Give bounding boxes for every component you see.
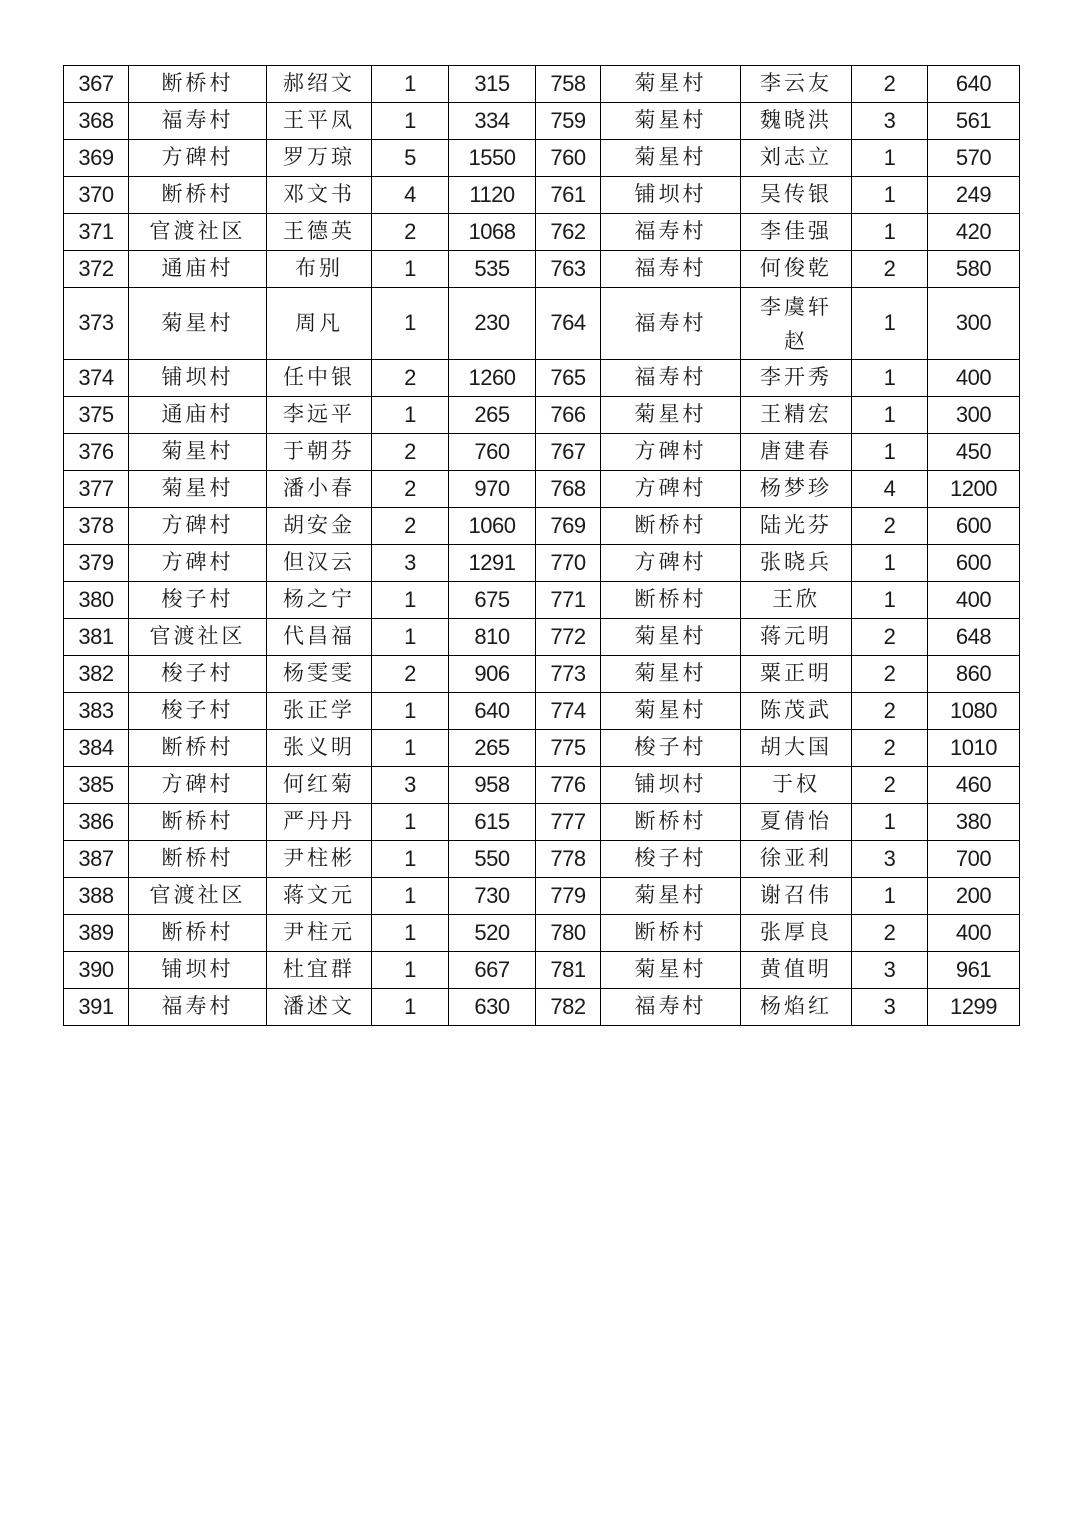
amount-cell: 961 [928, 952, 1020, 989]
amount-cell: 580 [928, 251, 1020, 288]
row-number-cell: 760 [536, 140, 601, 177]
household-count-cell: 3 [372, 545, 449, 582]
amount-cell: 1010 [928, 730, 1020, 767]
table-row [64, 989, 1020, 1026]
village-cell: 断桥村 [601, 508, 741, 545]
row-number-cell: 771 [536, 582, 601, 619]
village-cell: 断桥村 [601, 582, 741, 619]
village-cell: 梭子村 [601, 730, 741, 767]
village-cell: 铺坝村 [129, 360, 267, 397]
village-cell: 福寿村 [601, 251, 741, 288]
roster-body [64, 66, 1020, 1026]
name-cell: 杨焰红 [741, 989, 852, 1026]
row-number-cell: 775 [536, 730, 601, 767]
village-cell: 断桥村 [129, 66, 267, 103]
village-cell: 通庙村 [129, 397, 267, 434]
village-cell: 梭子村 [129, 693, 267, 730]
name-cell: 夏倩怡 [741, 804, 852, 841]
table-row [64, 360, 1020, 397]
row-number-cell: 367 [64, 66, 129, 103]
village-cell: 断桥村 [601, 804, 741, 841]
village-cell: 断桥村 [129, 177, 267, 214]
amount-cell: 460 [928, 767, 1020, 804]
table-row [64, 693, 1020, 730]
household-count-cell: 2 [852, 730, 928, 767]
name-cell [741, 288, 852, 360]
household-count-cell: 1 [372, 66, 449, 103]
amount-cell: 200 [928, 878, 1020, 915]
amount-cell: 640 [928, 66, 1020, 103]
table-row [64, 841, 1020, 878]
row-number-cell: 369 [64, 140, 129, 177]
village-cell: 铺坝村 [601, 177, 741, 214]
village-cell: 方碑村 [601, 471, 741, 508]
name-cell: 王欣 [741, 582, 852, 619]
amount-cell: 265 [449, 730, 536, 767]
household-count-cell: 2 [852, 656, 928, 693]
village-cell: 菊星村 [601, 952, 741, 989]
household-count-cell: 1 [852, 397, 928, 434]
row-number-cell: 387 [64, 841, 129, 878]
amount-cell: 535 [449, 251, 536, 288]
amount-cell: 249 [928, 177, 1020, 214]
name-cell: 布别 [267, 251, 372, 288]
name-cell: 张义明 [267, 730, 372, 767]
row-number-cell: 383 [64, 693, 129, 730]
table-row [64, 508, 1020, 545]
amount-cell: 700 [928, 841, 1020, 878]
amount-cell: 675 [449, 582, 536, 619]
name-cell: 尹柱彬 [267, 841, 372, 878]
village-cell: 方碑村 [601, 434, 741, 471]
village-cell: 官渡社区 [129, 214, 267, 251]
village-cell: 断桥村 [129, 804, 267, 841]
name-cell: 李佳强 [741, 214, 852, 251]
household-count-cell: 1 [852, 140, 928, 177]
amount-cell: 1080 [928, 693, 1020, 730]
village-cell: 方碑村 [129, 140, 267, 177]
name-cell: 吴传银 [741, 177, 852, 214]
row-number-cell: 778 [536, 841, 601, 878]
household-count-cell: 3 [852, 952, 928, 989]
table-row [64, 103, 1020, 140]
row-number-cell: 768 [536, 471, 601, 508]
name-cell: 陆光芬 [741, 508, 852, 545]
household-count-cell: 2 [372, 471, 449, 508]
row-number-cell: 761 [536, 177, 601, 214]
name-cell: 粟正明 [741, 656, 852, 693]
name-cell: 王精宏 [741, 397, 852, 434]
village-cell: 断桥村 [601, 915, 741, 952]
name-cell: 杨之宁 [267, 582, 372, 619]
household-count-cell: 1 [372, 397, 449, 434]
row-number-cell: 391 [64, 989, 129, 1026]
household-count-cell: 5 [372, 140, 449, 177]
household-count-cell: 3 [852, 103, 928, 140]
table-row [64, 656, 1020, 693]
amount-cell: 667 [449, 952, 536, 989]
row-number-cell: 373 [64, 288, 129, 360]
name-cell: 杨雯雯 [267, 656, 372, 693]
household-count-cell: 1 [372, 952, 449, 989]
name-cell: 陈茂武 [741, 693, 852, 730]
household-count-cell: 2 [372, 508, 449, 545]
row-number-cell: 384 [64, 730, 129, 767]
row-number-cell: 386 [64, 804, 129, 841]
row-number-cell: 774 [536, 693, 601, 730]
household-count-cell: 1 [852, 878, 928, 915]
village-cell: 菊星村 [601, 66, 741, 103]
row-number-cell: 376 [64, 434, 129, 471]
village-cell: 方碑村 [129, 545, 267, 582]
amount-cell: 648 [928, 619, 1020, 656]
table-row [64, 545, 1020, 582]
amount-cell: 1299 [928, 989, 1020, 1026]
household-count-cell: 1 [372, 693, 449, 730]
roster-table [63, 65, 1020, 1026]
amount-cell: 550 [449, 841, 536, 878]
amount-cell: 600 [928, 545, 1020, 582]
household-count-cell: 1 [372, 582, 449, 619]
village-cell: 菊星村 [601, 397, 741, 434]
table-row [64, 177, 1020, 214]
table-row [64, 878, 1020, 915]
amount-cell: 860 [928, 656, 1020, 693]
household-count-cell: 1 [372, 989, 449, 1026]
table-row [64, 214, 1020, 251]
household-count-cell: 1 [852, 360, 928, 397]
village-cell: 官渡社区 [129, 619, 267, 656]
village-cell: 官渡社区 [129, 878, 267, 915]
name-cell: 蒋元明 [741, 619, 852, 656]
amount-cell: 1120 [449, 177, 536, 214]
name-cell: 刘志立 [741, 140, 852, 177]
village-cell: 福寿村 [601, 288, 741, 360]
name-cell: 代昌福 [267, 619, 372, 656]
row-number-cell: 763 [536, 251, 601, 288]
village-cell: 梭子村 [601, 841, 741, 878]
household-count-cell: 2 [852, 767, 928, 804]
row-number-cell: 378 [64, 508, 129, 545]
household-count-cell: 4 [852, 471, 928, 508]
row-number-cell: 764 [536, 288, 601, 360]
table-row [64, 730, 1020, 767]
household-count-cell: 1 [372, 915, 449, 952]
name-cell: 周凡 [267, 288, 372, 360]
village-cell: 菊星村 [601, 656, 741, 693]
row-number-cell: 377 [64, 471, 129, 508]
row-number-cell: 765 [536, 360, 601, 397]
household-count-cell: 1 [852, 288, 928, 360]
row-number-cell: 769 [536, 508, 601, 545]
table-row [64, 471, 1020, 508]
name-cell: 谢召伟 [741, 878, 852, 915]
village-cell: 福寿村 [129, 989, 267, 1026]
name-cell: 潘小春 [267, 471, 372, 508]
name-cell: 张晓兵 [741, 545, 852, 582]
amount-cell: 640 [449, 693, 536, 730]
household-count-cell: 2 [852, 508, 928, 545]
household-count-cell: 1 [372, 103, 449, 140]
amount-cell: 970 [449, 471, 536, 508]
row-number-cell: 371 [64, 214, 129, 251]
household-count-cell: 1 [852, 545, 928, 582]
village-cell: 菊星村 [129, 471, 267, 508]
name-cell: 李云友 [741, 66, 852, 103]
name-cell: 罗万琼 [267, 140, 372, 177]
amount-cell: 958 [449, 767, 536, 804]
document-page [63, 65, 1020, 1026]
name-cell: 何红菊 [267, 767, 372, 804]
row-number-cell: 779 [536, 878, 601, 915]
name-cell: 邓文书 [267, 177, 372, 214]
amount-cell: 600 [928, 508, 1020, 545]
household-count-cell: 2 [852, 251, 928, 288]
household-count-cell: 1 [852, 582, 928, 619]
row-number-cell: 385 [64, 767, 129, 804]
table-row [64, 288, 1020, 360]
name-cell: 唐建春 [741, 434, 852, 471]
row-number-cell: 370 [64, 177, 129, 214]
amount-cell: 315 [449, 66, 536, 103]
village-cell: 通庙村 [129, 251, 267, 288]
amount-cell: 300 [928, 397, 1020, 434]
row-number-cell: 390 [64, 952, 129, 989]
name-cell: 于权 [741, 767, 852, 804]
amount-cell: 380 [928, 804, 1020, 841]
row-number-cell: 382 [64, 656, 129, 693]
village-cell: 菊星村 [129, 434, 267, 471]
amount-cell: 334 [449, 103, 536, 140]
row-number-cell: 773 [536, 656, 601, 693]
table-row [64, 251, 1020, 288]
household-count-cell: 1 [852, 434, 928, 471]
village-cell: 方碑村 [601, 545, 741, 582]
row-number-cell: 770 [536, 545, 601, 582]
amount-cell: 400 [928, 582, 1020, 619]
name-cell: 任中银 [267, 360, 372, 397]
amount-cell: 1550 [449, 140, 536, 177]
amount-cell: 230 [449, 288, 536, 360]
household-count-cell: 1 [372, 619, 449, 656]
name-cell: 何俊乾 [741, 251, 852, 288]
name-cell: 郝绍文 [267, 66, 372, 103]
amount-cell: 630 [449, 989, 536, 1026]
village-cell: 菊星村 [129, 288, 267, 360]
village-cell: 菊星村 [601, 103, 741, 140]
table-row [64, 397, 1020, 434]
name-cell: 尹柱元 [267, 915, 372, 952]
amount-cell: 760 [449, 434, 536, 471]
amount-cell: 561 [928, 103, 1020, 140]
row-number-cell: 777 [536, 804, 601, 841]
amount-cell: 1068 [449, 214, 536, 251]
household-count-cell: 1 [372, 730, 449, 767]
household-count-cell: 2 [372, 214, 449, 251]
village-cell: 方碑村 [129, 508, 267, 545]
village-cell: 福寿村 [601, 989, 741, 1026]
amount-cell: 1060 [449, 508, 536, 545]
household-count-cell: 1 [372, 841, 449, 878]
row-number-cell: 380 [64, 582, 129, 619]
name-cell: 潘述文 [267, 989, 372, 1026]
amount-cell: 520 [449, 915, 536, 952]
row-number-cell: 389 [64, 915, 129, 952]
village-cell: 梭子村 [129, 582, 267, 619]
row-number-cell: 772 [536, 619, 601, 656]
village-cell: 梭子村 [129, 656, 267, 693]
table-row [64, 804, 1020, 841]
row-number-cell: 368 [64, 103, 129, 140]
name-cell: 徐亚利 [741, 841, 852, 878]
name-cell: 李开秀 [741, 360, 852, 397]
row-number-cell: 388 [64, 878, 129, 915]
name-cell: 魏晓洪 [741, 103, 852, 140]
amount-cell: 810 [449, 619, 536, 656]
household-count-cell: 1 [372, 804, 449, 841]
name-cell: 蒋文元 [267, 878, 372, 915]
household-count-cell: 2 [852, 915, 928, 952]
amount-cell: 300 [928, 288, 1020, 360]
village-cell: 菊星村 [601, 878, 741, 915]
name-cell: 李远平 [267, 397, 372, 434]
household-count-cell: 3 [372, 767, 449, 804]
table-row [64, 66, 1020, 103]
amount-cell: 570 [928, 140, 1020, 177]
village-cell: 菊星村 [601, 619, 741, 656]
household-count-cell: 1 [852, 177, 928, 214]
name-cell: 王德英 [267, 214, 372, 251]
name-cell: 张厚良 [741, 915, 852, 952]
row-number-cell: 782 [536, 989, 601, 1026]
name-cell: 张正学 [267, 693, 372, 730]
name-cell: 胡大国 [741, 730, 852, 767]
amount-cell: 265 [449, 397, 536, 434]
household-count-cell: 2 [852, 66, 928, 103]
row-number-cell: 759 [536, 103, 601, 140]
household-count-cell: 2 [852, 693, 928, 730]
village-cell: 断桥村 [129, 841, 267, 878]
row-number-cell: 381 [64, 619, 129, 656]
row-number-cell: 781 [536, 952, 601, 989]
name-cell: 严丹丹 [267, 804, 372, 841]
amount-cell: 906 [449, 656, 536, 693]
village-cell: 菊星村 [601, 140, 741, 177]
village-cell: 福寿村 [601, 214, 741, 251]
table-row [64, 582, 1020, 619]
village-cell: 方碑村 [129, 767, 267, 804]
amount-cell: 730 [449, 878, 536, 915]
row-number-cell: 374 [64, 360, 129, 397]
name-cell: 于朝芬 [267, 434, 372, 471]
amount-cell: 420 [928, 214, 1020, 251]
amount-cell: 1260 [449, 360, 536, 397]
amount-cell: 1200 [928, 471, 1020, 508]
table-row [64, 952, 1020, 989]
household-count-cell: 1 [372, 288, 449, 360]
household-count-cell: 2 [372, 434, 449, 471]
name-cell: 黄值明 [741, 952, 852, 989]
village-cell: 菊星村 [601, 693, 741, 730]
table-row [64, 434, 1020, 471]
household-count-cell: 1 [372, 878, 449, 915]
row-number-cell: 780 [536, 915, 601, 952]
household-count-cell: 3 [852, 989, 928, 1026]
village-cell: 断桥村 [129, 730, 267, 767]
village-cell: 铺坝村 [129, 952, 267, 989]
household-count-cell: 1 [852, 804, 928, 841]
village-cell: 铺坝村 [601, 767, 741, 804]
row-number-cell: 767 [536, 434, 601, 471]
amount-cell: 1291 [449, 545, 536, 582]
row-number-cell: 762 [536, 214, 601, 251]
village-cell: 福寿村 [129, 103, 267, 140]
amount-cell: 450 [928, 434, 1020, 471]
name-cell: 但汉云 [267, 545, 372, 582]
name-cell: 胡安金 [267, 508, 372, 545]
name-cell: 杨梦珍 [741, 471, 852, 508]
village-cell: 断桥村 [129, 915, 267, 952]
amount-cell: 400 [928, 915, 1020, 952]
table-row [64, 915, 1020, 952]
household-count-cell: 3 [852, 841, 928, 878]
row-number-cell: 379 [64, 545, 129, 582]
household-count-cell: 1 [852, 214, 928, 251]
household-count-cell: 2 [852, 619, 928, 656]
row-number-cell: 758 [536, 66, 601, 103]
name-cell: 杜宜群 [267, 952, 372, 989]
name-text: 李虞轩赵 [760, 294, 832, 353]
table-row [64, 767, 1020, 804]
table-row [64, 619, 1020, 656]
household-count-cell: 4 [372, 177, 449, 214]
row-number-cell: 766 [536, 397, 601, 434]
household-count-cell: 2 [372, 360, 449, 397]
row-number-cell: 375 [64, 397, 129, 434]
household-count-cell: 2 [372, 656, 449, 693]
amount-cell: 615 [449, 804, 536, 841]
row-number-cell: 372 [64, 251, 129, 288]
household-count-cell: 1 [372, 251, 449, 288]
village-cell: 福寿村 [601, 360, 741, 397]
row-number-cell: 776 [536, 767, 601, 804]
name-cell: 王平凤 [267, 103, 372, 140]
table-row [64, 140, 1020, 177]
amount-cell: 400 [928, 360, 1020, 397]
